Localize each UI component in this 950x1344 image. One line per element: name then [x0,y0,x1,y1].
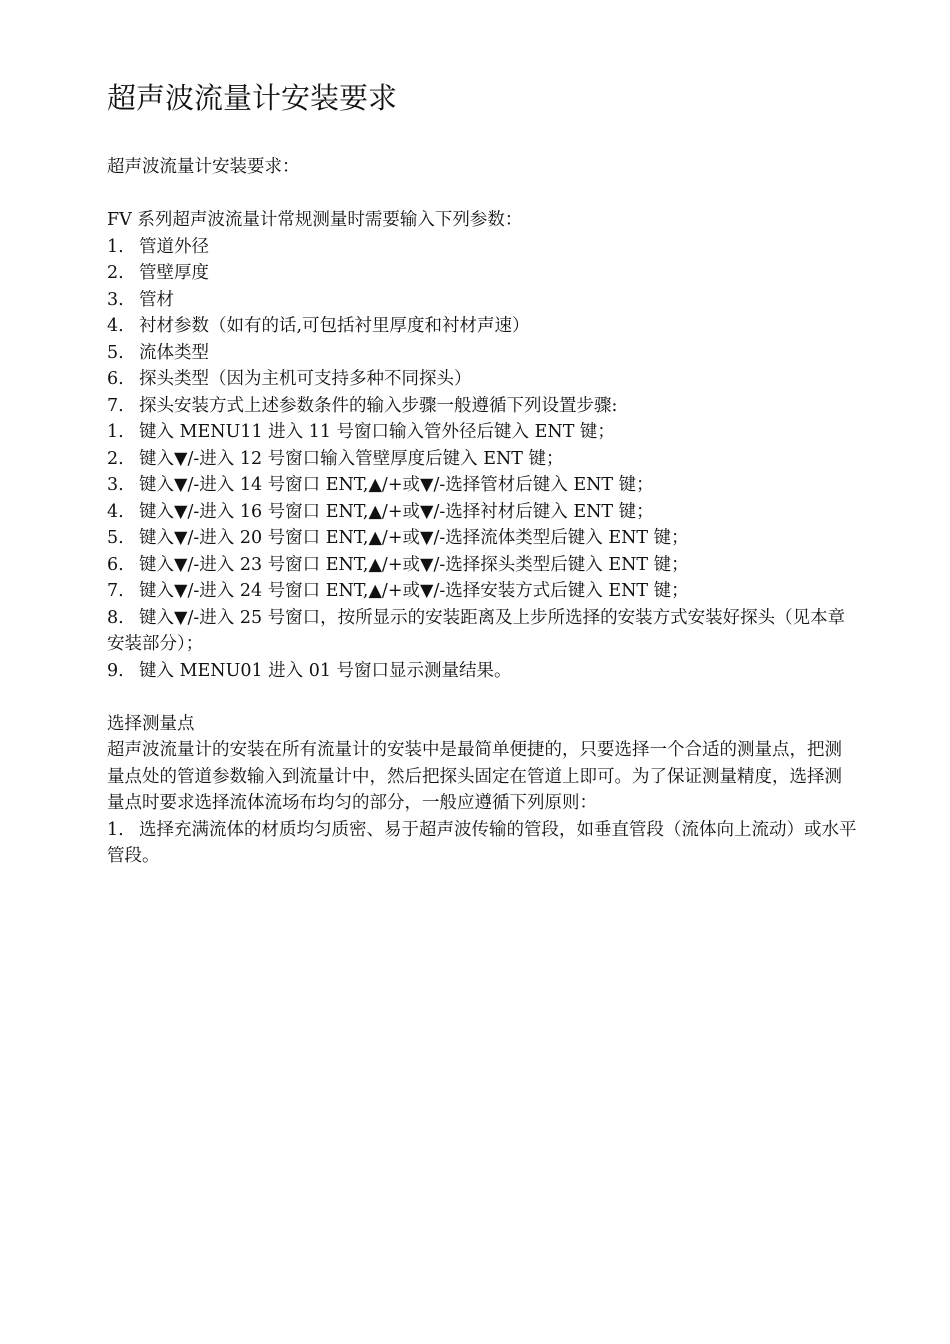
list-item: 6. 键入▼/-进入 23 号窗口 ENT,▲/+或▼/-选择探头类型后键入 ENT 键； [107,554,689,575]
document-page [107,78,857,870]
list-item: 3. 管材 [107,289,174,310]
list-item: 5. 流体类型 [107,342,209,363]
section-paragraph: 超声波流量计的安装在所有流量计的安装中是最简单便捷的，只要选择一个合适的测量点，把测量点处的管道参数输入到流量计中，然后把探头固定在管道上即可。为了保证测量精度，选择测量点时要求选择流体流场布均匀的部分，一般应遵循下列原则： [107,740,842,813]
list-item: 5. 键入▼/-进入 20 号窗口 ENT,▲/+或▼/-选择流体类型后键入 ENT 键； [107,528,689,548]
list-item: 9. 键入 MENU01 进入 01 号窗口显示测量结果。 [107,660,512,681]
rules-list [107,817,857,870]
list-item: 3. 键入▼/-进入 14 号窗口 ENT,▲/+或▼/-选择管材后键入 ENT 键； [107,475,654,495]
list-item: 1. 键入 MENU11 进入 11 号窗口输入管外径后键入 ENT 键； [107,422,615,442]
list-item: 8. 键入▼/-进入 25 号窗口，按所显示的安装距离及上步所选择的安装方式安装好探头（见本章安装部分）； [107,607,846,654]
list-item: 4. 衬材参数（如有的话,可包括衬里厚度和衬材声速） [107,316,530,336]
section-heading: 选择测量点 [107,713,195,734]
parameter-list [107,234,857,420]
list-item: 6. 探头类型（因为主机可支持多种不同探头） [107,369,472,389]
blank-line [107,684,857,711]
list-item: 1. 选择充满流体的材质均匀质密、易于超声波传输的管段，如垂直管段（流体向上流动）或水平管段。 [107,819,857,866]
setup-steps-list [107,419,857,684]
list-item: 2. 键入▼/-进入 12 号窗口输入管壁厚度后键入 ENT 键； [107,448,564,469]
list-item: 7. 探头安装方式上述参数条件的输入步骤一般遵循下列设置步骤: [107,395,618,416]
list-item: 2. 管壁厚度 [107,263,209,283]
document-subtitle: 超声波流量计安装要求： [107,157,300,177]
document-title: 超声波流量计安装要求 [107,81,398,115]
list-item: 1. 管道外径 [107,236,209,257]
blank-line [107,181,857,208]
list-item: 4. 键入▼/-进入 16 号窗口 ENT,▲/+或▼/-选择衬材后键入 ENT 键； [107,501,654,522]
intro-text: FV 系列超声波流量计常规测量时需要输入下列参数： [107,210,523,230]
list-item: 7. 键入▼/-进入 24 号窗口 ENT,▲/+或▼/-选择安装方式后键入 ENT 键； [107,581,689,601]
